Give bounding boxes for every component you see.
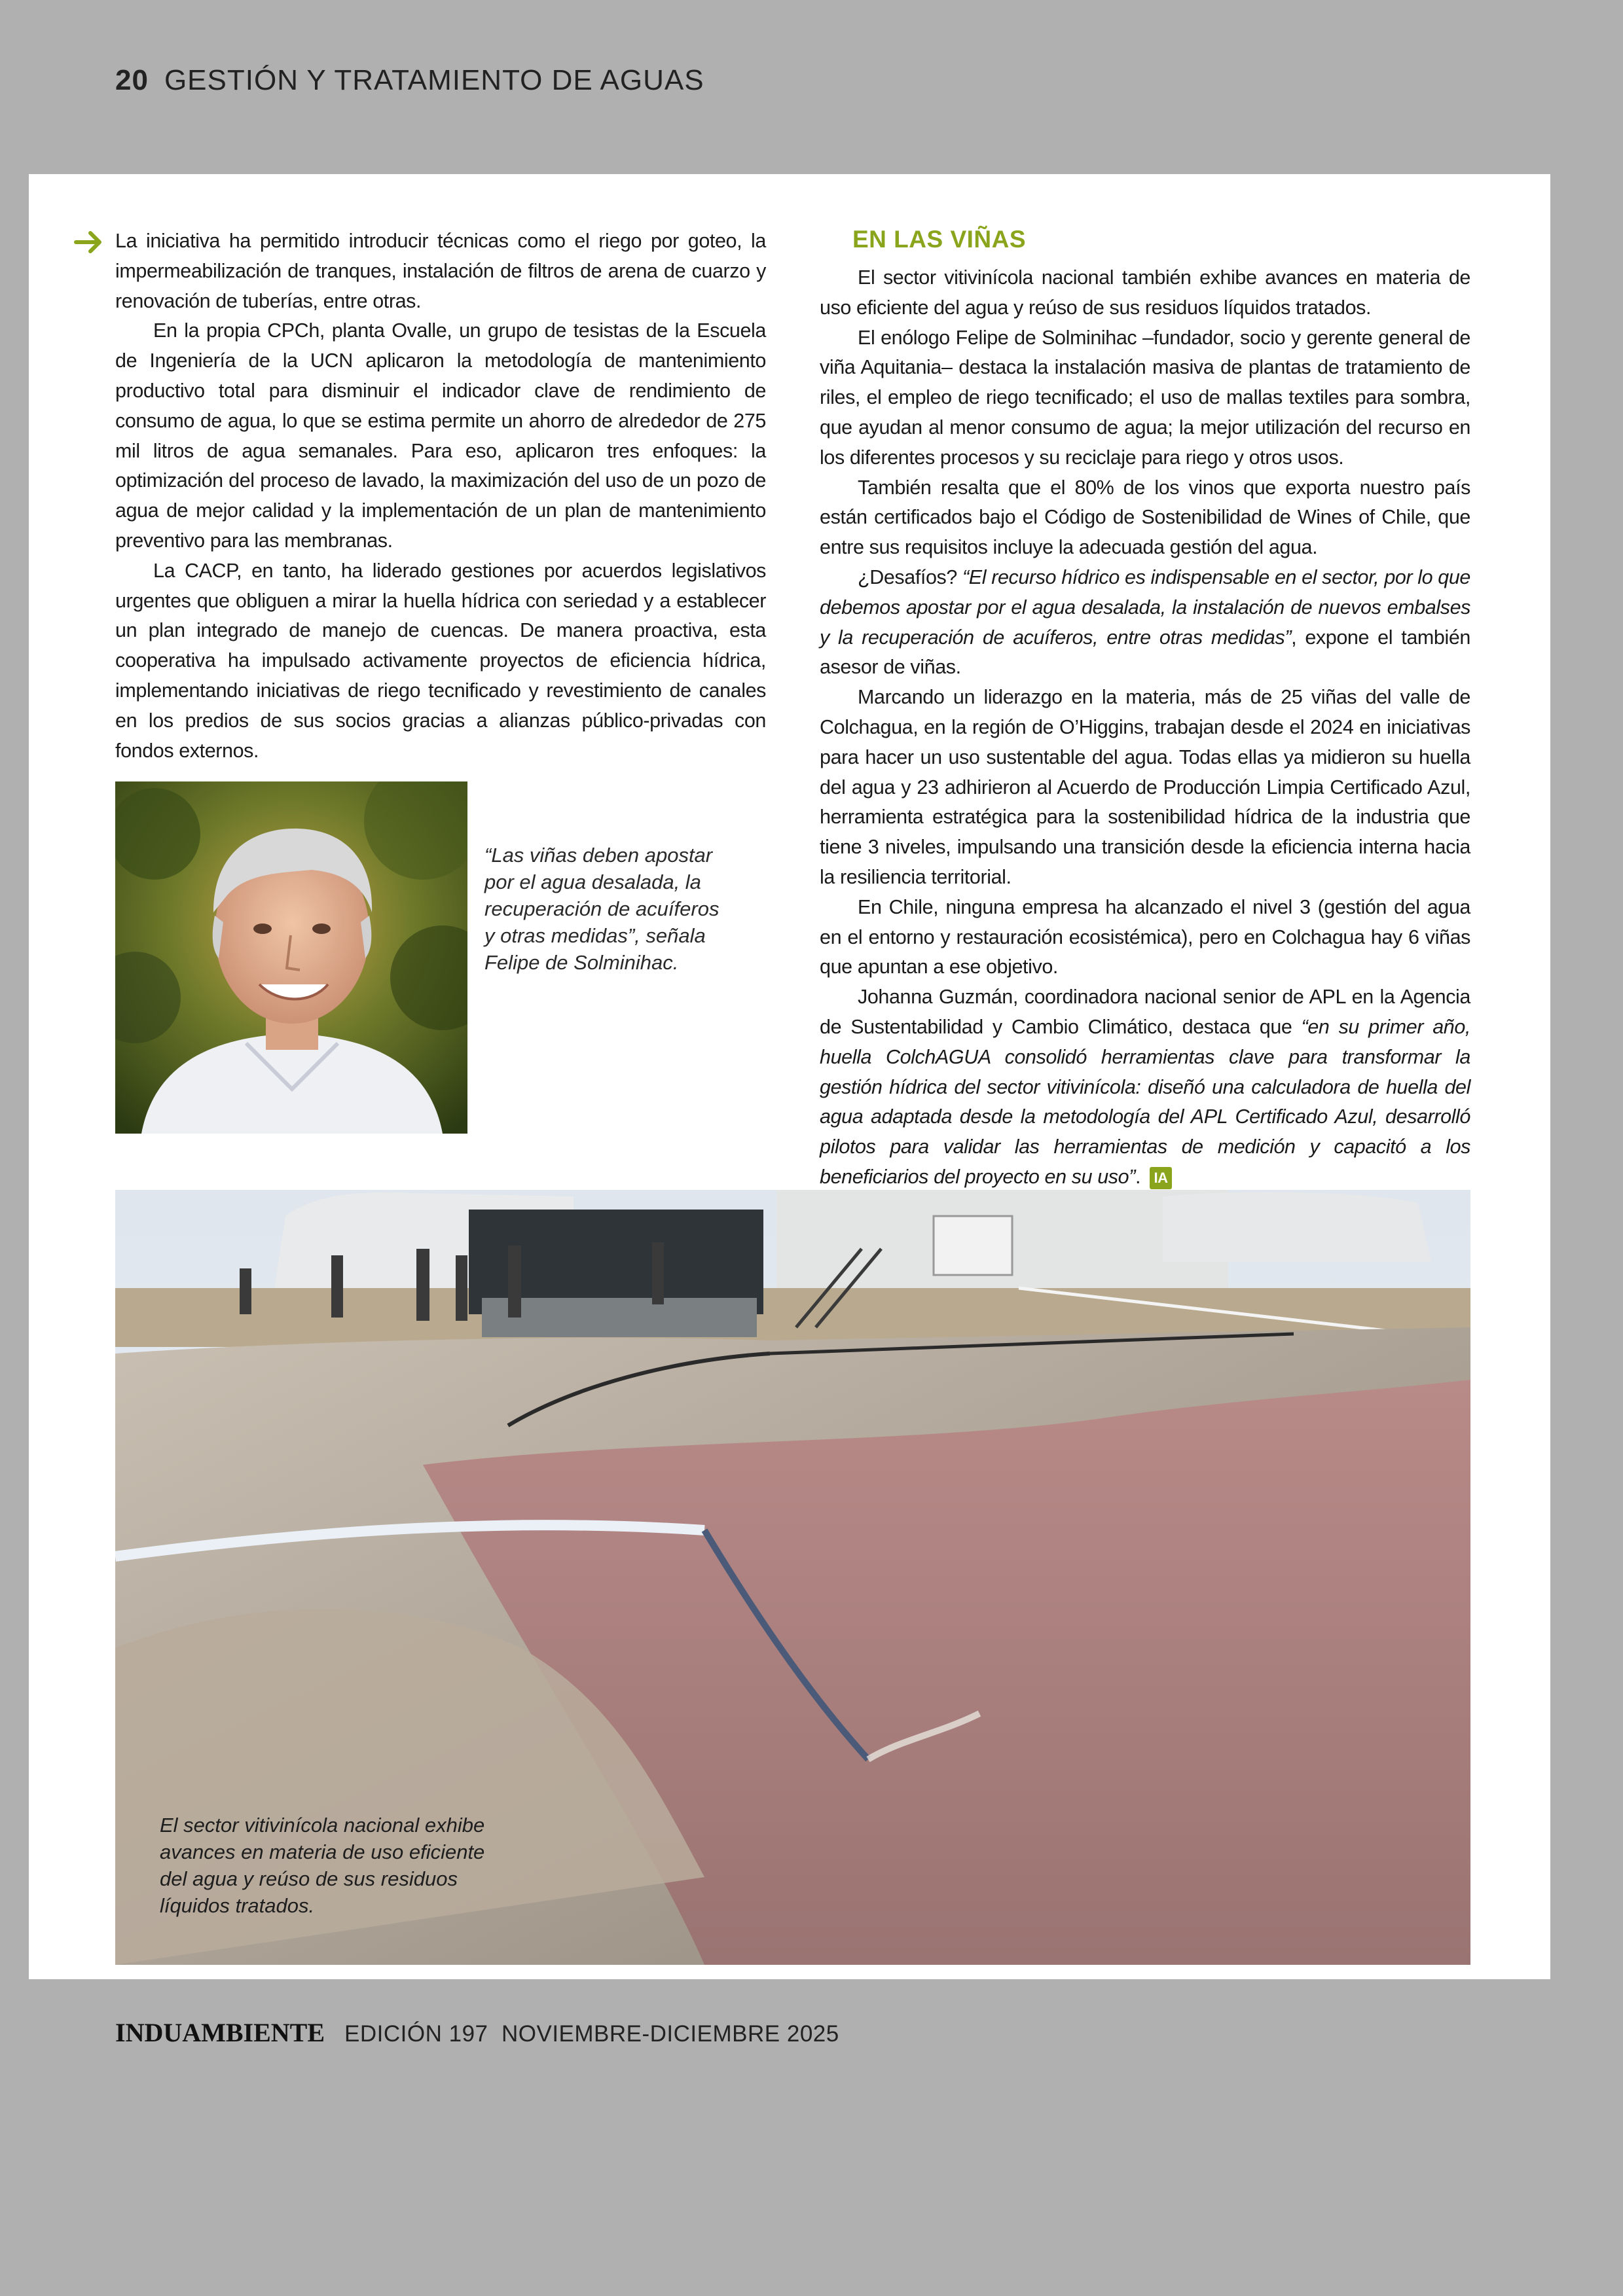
paragraph: La iniciativa ha permitido introducir técnicas como el riego por goteo, la impermeabilización de tranques, instalación de filtros de arena de cuarzo y renovación de tuberías, entre otras. bbox=[115, 230, 766, 312]
continue-arrow-icon bbox=[73, 229, 105, 255]
quote: “El recurso hídrico es indispensable en el sector, por lo que debemos apostar por el agua desalada, la instalación de nuevos embalses y la recuperación de acuíferos, entre otras medidas” bbox=[820, 565, 1470, 649]
page-header bbox=[115, 64, 704, 97]
magazine-logo: INDUAMBIENTE bbox=[115, 2018, 325, 2047]
paragraph-tail: . bbox=[1135, 1165, 1141, 1188]
page-number: 20 bbox=[115, 64, 149, 96]
paragraph: En Chile, ninguna empresa ha alcanzado el nivel 3 (gestión del agua en el entorno y restauración ecosistémica), pero en Colchagua hay 6 viñas que apuntan a ese objetivo. bbox=[820, 895, 1470, 978]
page-sheet bbox=[29, 174, 1550, 1979]
issue-date: NOVIEMBRE-DICIEMBRE 2025 bbox=[501, 2021, 839, 2047]
paragraph bbox=[820, 563, 1470, 683]
edition-label: EDICIÓN 197 bbox=[344, 2021, 488, 2047]
portrait-caption: “Las viñas deben apostar por el agua desalada, la recuperación de acuíferos y otras medidas”, señala Felipe de Solminihac. bbox=[484, 844, 720, 974]
page-footer bbox=[115, 2017, 839, 2048]
paragraph-lead: Johanna Guzmán, coordinadora nacional senior de APL en la Agencia de Sustentabilidad y Cambio Climático, destaca que bbox=[820, 986, 1470, 1038]
paragraph-lead: ¿Desafíos? bbox=[858, 565, 963, 588]
section-title: GESTIÓN Y TRATAMIENTO DE AGUAS bbox=[164, 64, 704, 96]
end-mark-icon: IA bbox=[1150, 1167, 1172, 1189]
paragraph: La CACP, en tanto, ha liderado gestiones por acuerdos legislativos urgentes que obliguen a mirar la huella hídrica con seriedad y a establecer un plan integrado de manejo de cuencas. De manera proactiva, esta cooperativa ha impulsado activamente proyectos de eficiencia hídrica, implementando iniciativas de riego tecnificado y revestimiento de canales en los predios de sus socios gracias a alianzas público-privadas con fondos externos. bbox=[115, 559, 766, 762]
left-column bbox=[115, 226, 766, 766]
paragraph: También resalta que el 80% de los vinos que exporta nuestro país están certificados bajo el Código de Sostenibilidad de Wines of Chile, que entre sus requisitos incluye la adecuada gestión del agua. bbox=[820, 476, 1470, 559]
photo-caption: El sector vitivinícola nacional exhibe avances en materia de uso eficiente del agua y reúso de sus residuos líquidos tratados. bbox=[160, 1814, 485, 1917]
pond-photo bbox=[115, 1190, 1470, 1965]
quote: “en su primer año, huella ColchAGUA consolidó herramientas clave para transformar la gestión hídrica del sector vitivinícola: diseñó una calculadora de huella del agua adaptada desde la metodología del APL Certificado Azul, desarrolló pilotos para validar las herramientas de medición y capacitó a los beneficiarios del proyecto en su uso” bbox=[820, 1015, 1470, 1188]
portrait-image bbox=[115, 781, 467, 1134]
paragraph: En la propia CPCh, planta Ovalle, un grupo de tesistas de la Escuela de Ingeniería de la UCN aplicaron la metodología de mantenimiento productivo total para disminuir el indicador clave de rendimiento de consumo de agua, lo que se estima permite un ahorro de alrededor de 275 mil litros de agua semanales. Para eso, aplicaron tres enfoques: la optimización del proceso de lavado, la maximización del uso de un pozo de agua de mejor calidad y la implementación de un plan de mantenimiento preventivo para las membranas. bbox=[115, 319, 766, 552]
paragraph: El sector vitivinícola nacional también exhibe avances en materia de uso eficiente del agua y reúso de sus residuos líquidos tratados. bbox=[820, 266, 1470, 319]
portrait-photo bbox=[115, 781, 467, 1134]
section-heading: EN LAS VIÑAS bbox=[852, 226, 1027, 253]
paragraph: El enólogo Felipe de Solminihac –fundador, socio y gerente general de viña Aquitania– destaca la instalación masiva de plantas de tratamiento de riles, el empleo de riego tecnificado; el uso de mallas textiles para sombra, que ayudan al menor consumo de agua; la mejor utilización del recurso en los diferentes procesos y su reciclaje para riego y otros usos. bbox=[820, 326, 1470, 469]
paragraph bbox=[820, 982, 1470, 1193]
paragraph-tail: , expone el también asesor de viñas. bbox=[820, 626, 1470, 679]
paragraph: Marcando un liderazgo en la materia, más de 25 viñas del valle de Colchagua, en la región de O’Higgins, trabajan desde el 2024 en iniciativas para hacer un uso sustentable del agua. Todas ellas ya midieron su huella del agua y 23 adhirieron al Acuerdo de Producción Limpia Certificado Azul, herramienta estratégica para la sostenibilidad hídrica de la industria que tiene 3 niveles, impulsando una transición desde la eficiencia interna hacia la resiliencia territorial. bbox=[820, 686, 1470, 888]
right-column bbox=[820, 221, 1470, 1193]
